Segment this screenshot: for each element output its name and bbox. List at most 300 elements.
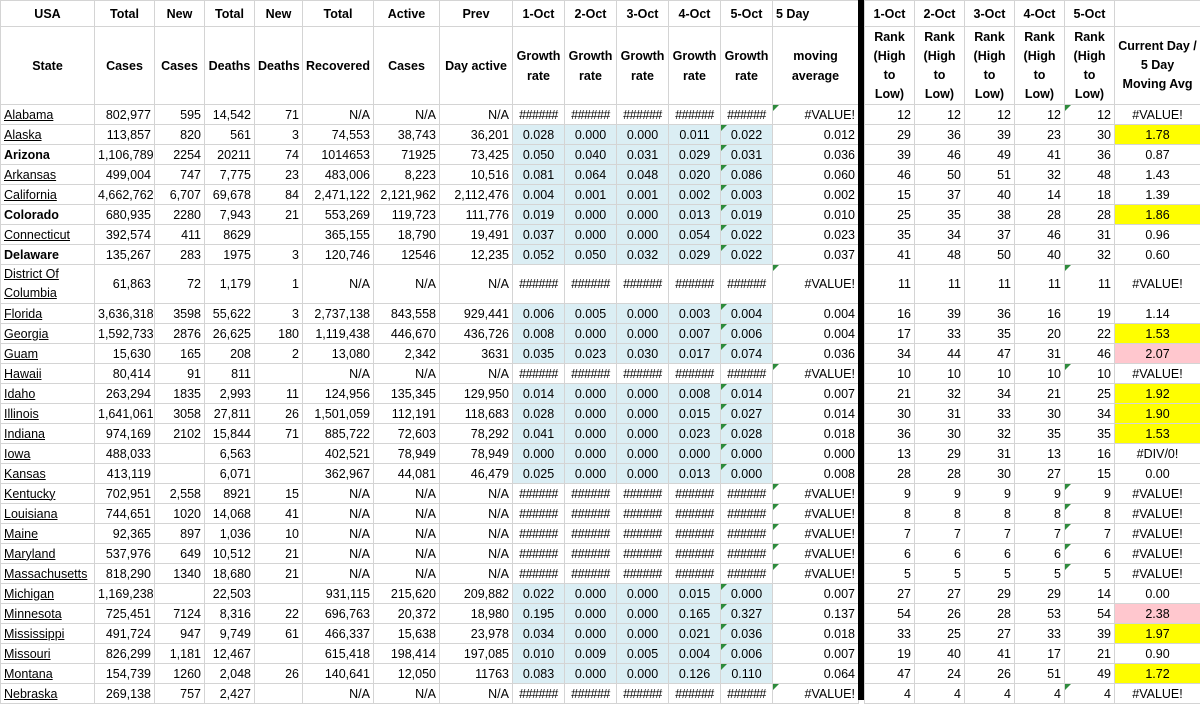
moving-average-cell[interactable]: 0.004 [773, 304, 859, 324]
state-cell[interactable]: Michigan [1, 584, 95, 604]
cell[interactable]: 3 [255, 125, 303, 145]
growth-cell[interactable]: 0.017 [669, 344, 721, 364]
rank-cell[interactable]: 9 [915, 484, 965, 504]
rank-cell[interactable]: 36 [915, 125, 965, 145]
rank-cell[interactable]: 27 [915, 584, 965, 604]
cell[interactable]: 140,641 [303, 664, 374, 684]
cell[interactable]: N/A [440, 504, 513, 524]
growth-cell[interactable]: 0.006 [721, 644, 773, 664]
moving-average-cell[interactable]: #VALUE! [773, 364, 859, 384]
state-cell[interactable]: Maine [1, 524, 95, 544]
cell[interactable]: 1975 [205, 245, 255, 265]
rank-cell[interactable]: 28 [1015, 205, 1065, 225]
growth-cell[interactable]: 0.003 [669, 304, 721, 324]
cell[interactable]: 18,980 [440, 604, 513, 624]
rank-cell[interactable]: 34 [965, 384, 1015, 404]
growth-cell[interactable]: 0.022 [513, 584, 565, 604]
rank-cell[interactable]: 7 [865, 524, 915, 544]
cell[interactable]: 6,707 [155, 185, 205, 205]
rank-cell[interactable]: 30 [865, 404, 915, 424]
cell[interactable]: 2,737,138 [303, 304, 374, 324]
growth-cell[interactable]: ###### [721, 564, 773, 584]
ratio-cell[interactable]: #VALUE! [1115, 544, 1200, 564]
growth-cell[interactable]: ###### [617, 105, 669, 125]
rank-cell[interactable]: 16 [1065, 444, 1115, 464]
rank-cell[interactable]: 17 [1015, 644, 1065, 664]
rank-cell[interactable]: 28 [1065, 205, 1115, 225]
moving-average-cell[interactable]: 0.007 [773, 584, 859, 604]
cell[interactable]: 91 [155, 364, 205, 384]
cell[interactable]: 1,181 [155, 644, 205, 664]
growth-cell[interactable]: ###### [721, 484, 773, 504]
rank-cell[interactable]: 36 [865, 424, 915, 444]
rank-cell[interactable]: 12 [965, 105, 1015, 125]
cell[interactable]: 15,844 [205, 424, 255, 444]
cell[interactable]: 649 [155, 544, 205, 564]
cell[interactable]: 20,372 [374, 604, 440, 624]
rank-cell[interactable]: 33 [865, 624, 915, 644]
rank-cell[interactable]: 12 [1065, 105, 1115, 125]
rank-cell[interactable]: 36 [965, 304, 1015, 324]
rank-cell[interactable]: 29 [865, 125, 915, 145]
growth-cell[interactable]: ###### [565, 265, 617, 304]
ratio-cell[interactable]: 0.90 [1115, 644, 1200, 664]
cell[interactable]: 165 [155, 344, 205, 364]
rank-cell[interactable]: 30 [965, 464, 1015, 484]
rank-cell[interactable]: 5 [965, 564, 1015, 584]
rank-cell[interactable]: 36 [1065, 145, 1115, 165]
cell[interactable]: 3,636,318 [95, 304, 155, 324]
growth-cell[interactable]: 0.000 [721, 464, 773, 484]
rank-cell[interactable]: 21 [1015, 384, 1065, 404]
ratio-cell[interactable]: 1.53 [1115, 424, 1200, 444]
ratio-cell[interactable]: #VALUE! [1115, 564, 1200, 584]
col-header[interactable]: Cases [374, 27, 440, 105]
col-header[interactable]: Rank (High to Low) [865, 27, 915, 105]
cell[interactable]: 2,342 [374, 344, 440, 364]
cell[interactable]: N/A [303, 524, 374, 544]
moving-average-cell[interactable]: #VALUE! [773, 265, 859, 304]
rank-cell[interactable]: 46 [1015, 225, 1065, 245]
growth-cell[interactable]: 0.000 [565, 404, 617, 424]
rank-cell[interactable]: 31 [965, 444, 1015, 464]
rank-cell[interactable]: 13 [1015, 444, 1065, 464]
cell[interactable]: 80,414 [95, 364, 155, 384]
rank-cell[interactable]: 13 [865, 444, 915, 464]
growth-cell[interactable]: 0.013 [669, 205, 721, 225]
rank-cell[interactable]: 9 [1065, 484, 1115, 504]
cell[interactable] [255, 364, 303, 384]
growth-cell[interactable]: 0.035 [513, 344, 565, 364]
rank-cell[interactable]: 49 [1065, 664, 1115, 684]
growth-cell[interactable]: 0.081 [513, 165, 565, 185]
rank-cell[interactable]: 33 [965, 404, 1015, 424]
cell[interactable]: N/A [374, 544, 440, 564]
cell[interactable]: N/A [374, 105, 440, 125]
cell[interactable]: 744,651 [95, 504, 155, 524]
growth-cell[interactable]: 0.000 [565, 624, 617, 644]
state-cell[interactable]: Minnesota [1, 604, 95, 624]
growth-cell[interactable]: 0.000 [617, 225, 669, 245]
growth-cell[interactable]: 0.083 [513, 664, 565, 684]
cell[interactable]: 283 [155, 245, 205, 265]
rank-cell[interactable]: 6 [965, 544, 1015, 564]
rank-cell[interactable]: 35 [1065, 424, 1115, 444]
ratio-cell[interactable]: 1.92 [1115, 384, 1200, 404]
cell[interactable]: 15 [255, 484, 303, 504]
rank-cell[interactable]: 39 [965, 125, 1015, 145]
state-cell[interactable]: Missouri [1, 644, 95, 664]
growth-cell[interactable]: ###### [669, 524, 721, 544]
rank-cell[interactable]: 15 [865, 185, 915, 205]
cell[interactable]: 36,201 [440, 125, 513, 145]
rank-cell[interactable]: 6 [1015, 544, 1065, 564]
state-cell[interactable]: Idaho [1, 384, 95, 404]
cell[interactable]: 2,427 [205, 684, 255, 704]
cell[interactable]: 8921 [205, 484, 255, 504]
col-header[interactable]: New [155, 1, 205, 27]
rank-cell[interactable]: 50 [915, 165, 965, 185]
state-cell[interactable]: Nebraska [1, 684, 95, 704]
cell[interactable]: 10,512 [205, 544, 255, 564]
cell[interactable]: 1835 [155, 384, 205, 404]
cell[interactable]: 209,882 [440, 584, 513, 604]
growth-cell[interactable]: ###### [513, 544, 565, 564]
cell[interactable]: 26 [255, 404, 303, 424]
cell[interactable]: N/A [440, 684, 513, 704]
cell[interactable] [255, 444, 303, 464]
cell[interactable]: N/A [374, 564, 440, 584]
cell[interactable]: N/A [440, 364, 513, 384]
cell[interactable]: 118,683 [440, 404, 513, 424]
cell[interactable]: 44,081 [374, 464, 440, 484]
rank-cell[interactable]: 5 [1015, 564, 1065, 584]
rank-cell[interactable]: 28 [965, 604, 1015, 624]
state-cell[interactable]: Alaska [1, 125, 95, 145]
growth-cell[interactable]: 0.019 [721, 205, 773, 225]
growth-cell[interactable]: 0.028 [721, 424, 773, 444]
cell[interactable]: 208 [205, 344, 255, 364]
rank-cell[interactable]: 30 [915, 424, 965, 444]
growth-cell[interactable]: 0.022 [721, 125, 773, 145]
rank-cell[interactable]: 14 [1015, 185, 1065, 205]
moving-average-cell[interactable]: 0.010 [773, 205, 859, 225]
cell[interactable]: 12546 [374, 245, 440, 265]
moving-average-cell[interactable]: #VALUE! [773, 105, 859, 125]
moving-average-cell[interactable]: 0.037 [773, 245, 859, 265]
cell[interactable] [255, 644, 303, 664]
growth-cell[interactable]: ###### [617, 544, 669, 564]
cell[interactable]: 78,949 [374, 444, 440, 464]
cell[interactable]: 23 [255, 165, 303, 185]
growth-cell[interactable]: 0.000 [565, 225, 617, 245]
col-header[interactable]: Total [205, 1, 255, 27]
growth-cell[interactable]: 0.004 [669, 644, 721, 664]
rank-cell[interactable]: 38 [965, 205, 1015, 225]
cell[interactable] [255, 584, 303, 604]
col-header[interactable]: Growth rate [617, 27, 669, 105]
ratio-cell[interactable]: #VALUE! [1115, 265, 1200, 304]
col-header[interactable]: 2-Oct [915, 1, 965, 27]
growth-cell[interactable]: 0.009 [565, 644, 617, 664]
cell[interactable]: 7,775 [205, 165, 255, 185]
rank-cell[interactable]: 11 [865, 265, 915, 304]
cell[interactable]: 119,723 [374, 205, 440, 225]
cell[interactable]: N/A [374, 504, 440, 524]
cell[interactable]: 71 [255, 424, 303, 444]
col-header[interactable]: 3-Oct [617, 1, 669, 27]
ratio-cell[interactable]: #VALUE! [1115, 504, 1200, 524]
cell[interactable]: 680,935 [95, 205, 155, 225]
moving-average-cell[interactable]: #VALUE! [773, 524, 859, 544]
growth-cell[interactable]: 0.004 [721, 304, 773, 324]
rank-cell[interactable]: 8 [1015, 504, 1065, 524]
growth-cell[interactable]: 0.032 [617, 245, 669, 265]
rank-cell[interactable]: 46 [915, 145, 965, 165]
state-cell[interactable]: Illinois [1, 404, 95, 424]
rank-cell[interactable]: 29 [1015, 584, 1065, 604]
cell[interactable]: 3 [255, 245, 303, 265]
cell[interactable]: 15,630 [95, 344, 155, 364]
moving-average-cell[interactable]: #VALUE! [773, 564, 859, 584]
growth-cell[interactable]: ###### [669, 364, 721, 384]
rank-cell[interactable]: 21 [865, 384, 915, 404]
growth-cell[interactable]: 0.003 [721, 185, 773, 205]
rank-cell[interactable]: 33 [1015, 624, 1065, 644]
growth-cell[interactable]: 0.013 [669, 464, 721, 484]
cell[interactable]: 18,790 [374, 225, 440, 245]
cell[interactable]: N/A [374, 684, 440, 704]
growth-cell[interactable]: 0.000 [565, 384, 617, 404]
growth-cell[interactable]: ###### [565, 544, 617, 564]
cell[interactable]: 483,006 [303, 165, 374, 185]
rank-cell[interactable]: 7 [1065, 524, 1115, 544]
cell[interactable]: N/A [303, 684, 374, 704]
rank-cell[interactable]: 25 [915, 624, 965, 644]
cell[interactable]: 74,553 [303, 125, 374, 145]
cell[interactable]: 446,670 [374, 324, 440, 344]
rank-cell[interactable]: 32 [1065, 245, 1115, 265]
cell[interactable]: 154,739 [95, 664, 155, 684]
cell[interactable]: 18,680 [205, 564, 255, 584]
moving-average-cell[interactable]: 0.014 [773, 404, 859, 424]
ratio-cell[interactable]: 1.53 [1115, 324, 1200, 344]
cell[interactable]: N/A [303, 504, 374, 524]
cell[interactable]: 1020 [155, 504, 205, 524]
cell[interactable]: 2,558 [155, 484, 205, 504]
cell[interactable]: 974,169 [95, 424, 155, 444]
cell[interactable]: 46,479 [440, 464, 513, 484]
rank-cell[interactable]: 34 [915, 225, 965, 245]
cell[interactable]: 820 [155, 125, 205, 145]
cell[interactable]: 696,763 [303, 604, 374, 624]
col-header[interactable]: Deaths [255, 27, 303, 105]
growth-cell[interactable]: ###### [721, 364, 773, 384]
rank-cell[interactable]: 31 [915, 404, 965, 424]
rank-cell[interactable]: 11 [1015, 265, 1065, 304]
cell[interactable] [155, 464, 205, 484]
growth-cell[interactable]: ###### [565, 484, 617, 504]
rank-cell[interactable]: 54 [865, 604, 915, 624]
ratio-cell[interactable]: 1.97 [1115, 624, 1200, 644]
state-cell[interactable]: Florida [1, 304, 95, 324]
growth-cell[interactable]: ###### [565, 364, 617, 384]
rank-cell[interactable]: 20 [1015, 324, 1065, 344]
col-header[interactable]: Growth rate [669, 27, 721, 105]
growth-cell[interactable]: ###### [617, 564, 669, 584]
growth-cell[interactable]: 0.001 [617, 185, 669, 205]
rank-cell[interactable]: 32 [1015, 165, 1065, 185]
cell[interactable]: 11 [255, 384, 303, 404]
growth-cell[interactable]: 0.327 [721, 604, 773, 624]
cell[interactable]: 84 [255, 185, 303, 205]
rank-cell[interactable]: 4 [915, 684, 965, 704]
ratio-cell[interactable]: 1.43 [1115, 165, 1200, 185]
cell[interactable]: N/A [440, 524, 513, 544]
state-cell[interactable]: Guam [1, 344, 95, 364]
growth-cell[interactable]: 0.004 [513, 185, 565, 205]
growth-cell[interactable]: 0.195 [513, 604, 565, 624]
growth-cell[interactable]: 0.008 [513, 324, 565, 344]
state-cell[interactable]: Iowa [1, 444, 95, 464]
growth-cell[interactable]: 0.005 [565, 304, 617, 324]
cell[interactable]: 8,316 [205, 604, 255, 624]
cell[interactable]: N/A [440, 265, 513, 304]
rank-cell[interactable]: 4 [965, 684, 1015, 704]
ratio-cell[interactable]: 2.07 [1115, 344, 1200, 364]
rank-cell[interactable]: 7 [965, 524, 1015, 544]
ratio-cell[interactable]: 1.14 [1115, 304, 1200, 324]
cell[interactable]: 10 [255, 524, 303, 544]
rank-cell[interactable]: 4 [1015, 684, 1065, 704]
rank-cell[interactable]: 10 [965, 364, 1015, 384]
cell[interactable]: 21 [255, 544, 303, 564]
cell[interactable]: 12,235 [440, 245, 513, 265]
cell[interactable]: 947 [155, 624, 205, 644]
growth-cell[interactable]: 0.000 [565, 664, 617, 684]
rank-cell[interactable]: 9 [1015, 484, 1065, 504]
moving-average-cell[interactable]: 0.007 [773, 644, 859, 664]
rank-cell[interactable]: 27 [1015, 464, 1065, 484]
cell[interactable]: 2876 [155, 324, 205, 344]
cell[interactable]: 14,542 [205, 105, 255, 125]
cell[interactable]: 4,662,762 [95, 185, 155, 205]
growth-cell[interactable]: ###### [669, 544, 721, 564]
state-cell[interactable]: Hawaii [1, 364, 95, 384]
cell[interactable]: N/A [374, 364, 440, 384]
col-header[interactable]: Current Day / 5 Day Moving Avg [1115, 27, 1200, 105]
cell[interactable]: 929,441 [440, 304, 513, 324]
cell[interactable]: 12,050 [374, 664, 440, 684]
ratio-cell[interactable]: #VALUE! [1115, 684, 1200, 704]
growth-cell[interactable]: 0.006 [513, 304, 565, 324]
col-header[interactable]: 3-Oct [965, 1, 1015, 27]
cell[interactable]: 180 [255, 324, 303, 344]
rank-cell[interactable]: 31 [1015, 344, 1065, 364]
moving-average-cell[interactable]: 0.023 [773, 225, 859, 245]
rank-cell[interactable]: 8 [915, 504, 965, 524]
growth-cell[interactable]: 0.000 [565, 424, 617, 444]
rank-cell[interactable]: 10 [1065, 364, 1115, 384]
cell[interactable]: 6,071 [205, 464, 255, 484]
cell[interactable]: 27,811 [205, 404, 255, 424]
growth-cell[interactable]: 0.001 [565, 185, 617, 205]
cell[interactable]: 73,425 [440, 145, 513, 165]
growth-cell[interactable]: ###### [565, 105, 617, 125]
col-header[interactable]: 2-Oct [565, 1, 617, 27]
col-header[interactable]: Growth rate [513, 27, 565, 105]
rank-cell[interactable]: 10 [1015, 364, 1065, 384]
growth-cell[interactable]: 0.021 [669, 624, 721, 644]
state-cell[interactable]: California [1, 185, 95, 205]
cell[interactable]: 135,267 [95, 245, 155, 265]
rank-cell[interactable]: 25 [1065, 384, 1115, 404]
moving-average-cell[interactable]: 0.018 [773, 424, 859, 444]
cell[interactable]: 10,516 [440, 165, 513, 185]
rank-cell[interactable]: 34 [1065, 404, 1115, 424]
cell[interactable]: 1014653 [303, 145, 374, 165]
growth-cell[interactable]: 0.011 [669, 125, 721, 145]
ratio-cell[interactable]: 2.38 [1115, 604, 1200, 624]
state-cell[interactable]: Delaware [1, 245, 95, 265]
cell[interactable]: 2,993 [205, 384, 255, 404]
growth-cell[interactable]: 0.008 [669, 384, 721, 404]
cell[interactable]: 111,776 [440, 205, 513, 225]
cell[interactable]: 818,290 [95, 564, 155, 584]
rank-cell[interactable]: 26 [965, 664, 1015, 684]
cell[interactable]: 14,068 [205, 504, 255, 524]
growth-cell[interactable]: ###### [513, 504, 565, 524]
rank-cell[interactable]: 12 [915, 105, 965, 125]
growth-cell[interactable]: 0.006 [721, 324, 773, 344]
moving-average-cell[interactable]: 0.064 [773, 664, 859, 684]
cell[interactable]: 26,625 [205, 324, 255, 344]
growth-cell[interactable]: ###### [669, 484, 721, 504]
cell[interactable]: 71925 [374, 145, 440, 165]
cell[interactable]: 843,558 [374, 304, 440, 324]
cell[interactable]: 78,292 [440, 424, 513, 444]
cell[interactable]: 38,743 [374, 125, 440, 145]
cell[interactable]: 120,746 [303, 245, 374, 265]
cell[interactable]: 1,179 [205, 265, 255, 304]
growth-cell[interactable]: 0.002 [669, 185, 721, 205]
ratio-cell[interactable]: 0.00 [1115, 464, 1200, 484]
growth-cell[interactable]: ###### [669, 684, 721, 704]
rank-cell[interactable]: 40 [1015, 245, 1065, 265]
growth-cell[interactable]: 0.027 [721, 404, 773, 424]
rank-cell[interactable]: 12 [865, 105, 915, 125]
col-header[interactable]: New [255, 1, 303, 27]
rank-cell[interactable]: 19 [1065, 304, 1115, 324]
growth-cell[interactable]: 0.000 [565, 464, 617, 484]
cell[interactable]: 21 [255, 564, 303, 584]
rank-cell[interactable]: 54 [1065, 604, 1115, 624]
moving-average-cell[interactable]: 0.137 [773, 604, 859, 624]
cell[interactable]: 2,121,962 [374, 185, 440, 205]
rank-cell[interactable]: 53 [1015, 604, 1065, 624]
moving-average-cell[interactable]: 0.036 [773, 145, 859, 165]
growth-cell[interactable]: ###### [669, 504, 721, 524]
rank-cell[interactable]: 46 [1065, 344, 1115, 364]
growth-cell[interactable]: 0.110 [721, 664, 773, 684]
rank-cell[interactable]: 7 [1015, 524, 1065, 544]
rank-cell[interactable]: 32 [965, 424, 1015, 444]
growth-cell[interactable]: 0.005 [617, 644, 669, 664]
rank-cell[interactable]: 27 [865, 584, 915, 604]
rank-cell[interactable]: 21 [1065, 644, 1115, 664]
rank-cell[interactable]: 5 [1065, 564, 1115, 584]
growth-cell[interactable]: ###### [721, 504, 773, 524]
